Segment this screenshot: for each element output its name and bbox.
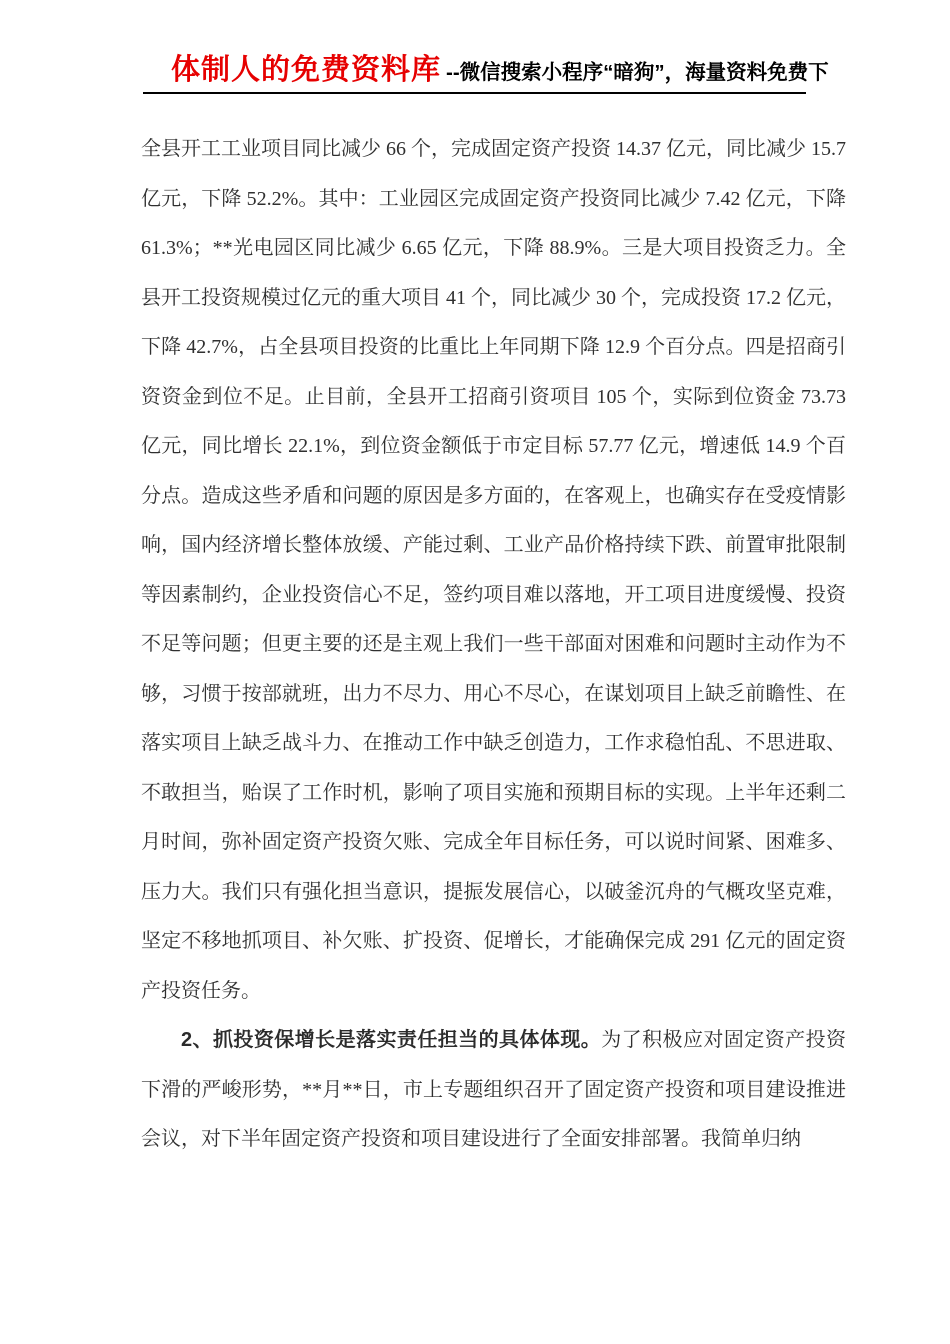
document-body [141,125,846,1165]
header-underline [143,92,806,94]
promo-header-line [143,54,829,92]
section-2-body-text: 为了积极应对固定资产投资下滑的严峻形势，**月**日，市上专题组织召开了固定资产投资和项目建设推进会议，对下半年固定资产投资和项目建设进行了全面安排部署。我简单归纳 [141,1029,847,1150]
paragraph-investment-analysis: 全县开工工业项目同比减少 66 个，完成固定资产投资 14.37 亿元，同比减少 15.7 亿元，下降 52.2%。其中：工业园区完成固定资产投资同比减少 7.42 亿元，下降 61.3%；**光电园区同比减少 6.65 亿元，下降 88.9%。三是大项目投资乏力。全县开工投资规模过亿元的重大项目 41 个，同比减少 30 个，完成投资 17.2 亿元，下降 42.7%，占全县项目投资的比重比上年同期下降 12.9 个百分点。四是招商引资资金到位不足。止目前，全县开工招商引资项目 105 个，实际到位资金 73.73 亿元，同比增长 22.1%，到位资金额低于市定目标 57.77 亿元，增速低 14.9 个百分点。造成这些矛盾和问题的原因是多方面的，在客观上，也确实存在受疫情影响，国内经济增长整体放缓、产能过剩、工业产品价格持续下跌、前置审批限制等因素制约，企业投资信心不足，签约项目难以落地，开工项目进度缓慢、投资不足等问题；但更主要的还是主观上我们一些干部面对困难和问题时主动作为不够，习惯于按部就班，出力不尽力、用心不尽心，在谋划项目上缺乏前瞻性、在落实项目上缺乏战斗力、在推动工作中缺乏创造力，工作求稳怕乱、不思进取、不敢担当，贻误了工作时机，影响了项目实施和预期目标的实现。上半年还剩二月时间，弥补固定资产投资欠账、完成全年目标任务，可以说时间紧、困难多、压力大。我们只有强化担当意识，提振发展信心，以破釜沉舟的气概攻坚克难，坚定不移地抓项目、补欠账、扩投资、促增长，才能确保完成 291 亿元的固定资产投资任务。 [141,138,846,1002]
paragraph-section-2 [141,1016,846,1165]
promo-tagline-text: --微信搜索小程序“暗狗”，海量资料免费下 [446,61,829,84]
section-2-bold-heading: 2、抓投资保增长是落实责任担当的具体体现。 [181,1029,602,1051]
promo-header [143,54,829,94]
promo-brand-text: 体制人的免费资料库 [171,54,442,86]
